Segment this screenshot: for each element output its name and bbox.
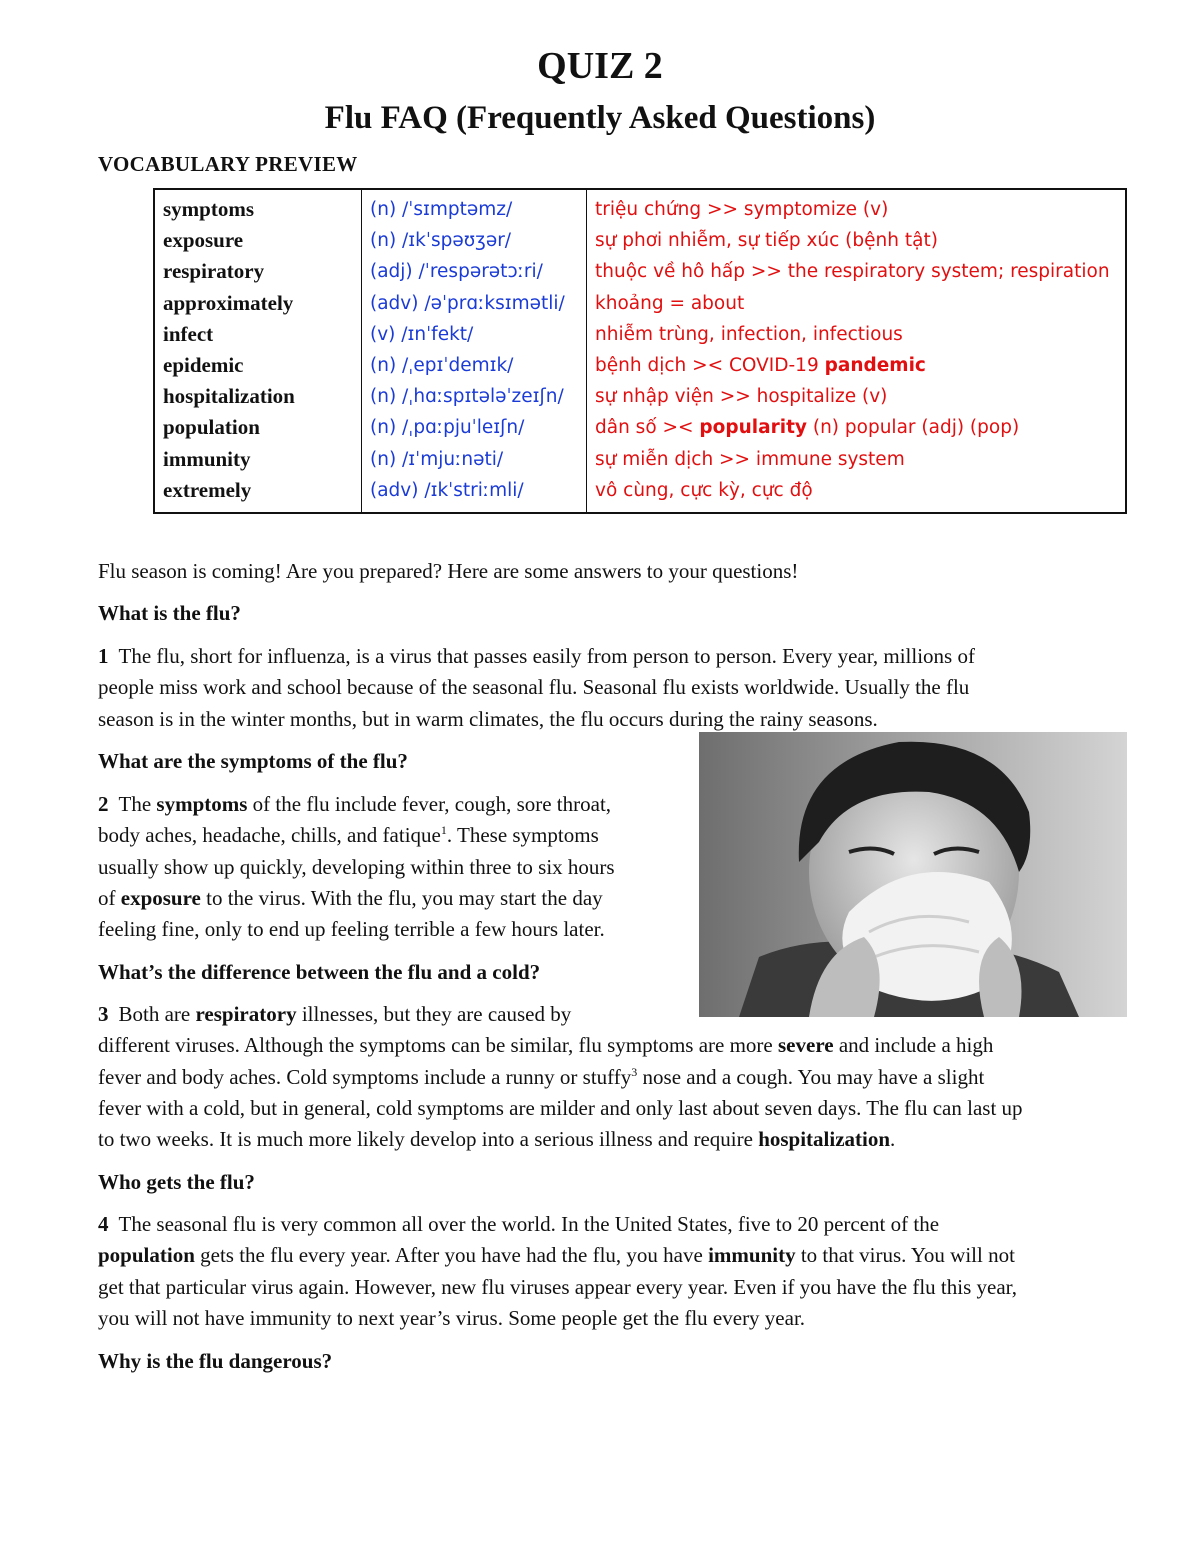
vocab-word: infect <box>163 321 214 346</box>
vocab-phonetic: (n) /ˌpɑːpjuˈleɪʃn/ <box>370 417 525 439</box>
vocab-word: approximately <box>163 290 294 315</box>
vocab-word: symptoms <box>163 197 255 221</box>
text-run: fever and body aches. Cold symptoms include a runny or stuffy <box>98 1064 632 1089</box>
vocab-highlight: respiratory <box>195 1002 297 1026</box>
question-heading: Who gets the flu? <box>98 1170 255 1194</box>
paragraph-3 <box>98 999 1138 1155</box>
vocab-meaning: nhiễm trùng, infection, infectious <box>595 323 903 345</box>
text-run: fever with a cold, but in general, cold symptoms are milder and only last about seven days. The flu can last up <box>98 1095 1023 1120</box>
paragraph-4 <box>98 1209 1138 1334</box>
vocab-highlight: symptoms <box>156 792 248 816</box>
vocab-phonetic: (n) /ˌepɪˈdemɪk/ <box>370 355 514 377</box>
question-heading: What’s the difference between the flu and a cold? <box>98 960 541 984</box>
vocab-highlight: immunity <box>708 1243 796 1268</box>
text-run: The <box>118 792 157 816</box>
footnote-marker: 3 <box>631 1064 638 1079</box>
vocab-word: respiratory <box>163 259 265 284</box>
text-run: The seasonal flu is very common all over the world. In the United States, five to 20 percent of the <box>118 1212 940 1236</box>
vocab-highlight: exposure <box>120 885 201 910</box>
paragraph-number: 2 <box>98 792 109 816</box>
vocab-meaning: thuộc về hô hấp >> the respiratory system; respiration <box>595 261 1110 283</box>
question-heading: What are the symptoms of the flu? <box>98 749 408 773</box>
vocab-word: immunity <box>163 446 251 471</box>
intro-text: Flu season is coming! Are you prepared? Here are some answers to your questions! <box>98 559 799 583</box>
vocab-phonetic: (adv) /ɪkˈstriːmli/ <box>370 479 524 501</box>
vocab-word: epidemic <box>163 353 244 378</box>
text-run: feeling fine, only to end up feeling terrible a few hours later. <box>98 917 605 942</box>
text-run: . These symptoms <box>446 823 599 848</box>
vocab-meaning-bold: pandemic <box>824 355 926 377</box>
paragraph-1 <box>98 641 1108 735</box>
vocab-meaning: khoảng = about <box>595 292 745 314</box>
text-run: of the flu include fever, cough, sore throat, <box>247 792 612 816</box>
vocab-phonetic: (n) /ɪkˈspəʊʒər/ <box>370 230 512 252</box>
text-run: to the virus. With the flu, you may start the day <box>200 885 603 910</box>
paragraph-line: people miss work and school because of the seasonal flu. Seasonal flu exists worldwide. Usually the flu <box>98 675 970 700</box>
photo-illustration <box>699 732 1127 1017</box>
paragraph-number: 1 <box>98 644 109 668</box>
text-run: usually show up quickly, developing within three to six hours <box>98 854 615 879</box>
vocab-phonetics-column <box>362 189 587 513</box>
text-run: get that particular virus again. However, new flu viruses appear every year. Even if you have the flu this year, <box>98 1274 1018 1299</box>
vocab-phonetic: (adj) /ˈrespərətɔːri/ <box>370 261 543 283</box>
vocabulary-heading: VOCABULARY PREVIEW <box>98 152 358 176</box>
question-heading: What is the flu? <box>98 601 241 625</box>
vocab-meaning-bold: popularity <box>699 417 807 439</box>
paragraph-2 <box>98 789 688 945</box>
paragraph-number: 3 <box>98 1002 109 1026</box>
vocab-meaning <box>595 412 1117 443</box>
text-run: different viruses. Although the symptoms can be similar, flu symptoms are more <box>98 1033 778 1058</box>
text-run: . <box>890 1127 896 1152</box>
vocab-highlight: severe <box>778 1033 834 1058</box>
footnote-marker: 1 <box>440 823 447 838</box>
text-run: of <box>98 885 121 910</box>
text-run: illnesses, but they are caused by <box>296 1002 572 1026</box>
text-run: to that virus. You will not <box>795 1243 1015 1268</box>
vocab-word: population <box>163 415 260 440</box>
quiz-title: QUIZ 2 <box>537 45 663 87</box>
paragraph-line: season is in the winter months, but in warm climates, the flu occurs during the rainy seasons. <box>98 706 878 731</box>
vocab-meanings-column <box>587 189 1127 513</box>
text-run: and include a high <box>833 1033 994 1058</box>
vocab-word: hospitalization <box>163 384 295 409</box>
vocab-meaning: vô cùng, cực kỳ, cực độ <box>595 479 813 501</box>
paragraph-number: 4 <box>98 1212 109 1236</box>
vocab-meaning-text: dân số >< <box>595 417 694 439</box>
text-run: body aches, headache, chills, and fatique <box>98 823 441 848</box>
vocab-meaning: triệu chứng >> symptomize (v) <box>595 199 889 220</box>
vocab-words-column <box>154 189 362 513</box>
text-run: to two weeks. It is much more likely develop into a serious illness and require <box>98 1127 759 1152</box>
text-run: you will not have immunity to next year’s virus. Some people get the flu every year. <box>98 1305 806 1330</box>
text-run: Both are <box>118 1002 196 1026</box>
vocab-meaning: sự phơi nhiễm, sự tiếp xúc (bệnh tật) <box>595 230 938 252</box>
paragraph-line: The flu, short for influenza, is a virus that passes easily from person to person. Every year, millions of <box>118 644 975 668</box>
vocab-meaning: sự nhập viện >> hospitalize (v) <box>595 386 888 408</box>
vocab-meaning: sự miễn dịch >> immune system <box>595 448 905 470</box>
vocab-phonetic: (adv) /əˈprɑːksɪmətli/ <box>370 292 565 314</box>
text-run: gets the flu every year. After you have had the flu, you have <box>194 1243 709 1268</box>
page-subtitle: Flu FAQ (Frequently Asked Questions) <box>324 100 876 136</box>
vocab-meaning <box>595 350 1117 381</box>
text-run: nose and a cough. You may have a slight <box>637 1064 985 1089</box>
vocab-phonetic: (n) /ˌhɑːspɪtələˈzeɪʃn/ <box>370 386 564 408</box>
vocabulary-table <box>153 188 1127 514</box>
vocab-highlight: hospitalization <box>758 1127 891 1152</box>
vocab-highlight: population <box>98 1243 195 1268</box>
vocab-meaning-text: bệnh dịch >< COVID-19 <box>595 355 819 377</box>
vocab-phonetic: (v) /ɪnˈfekt/ <box>370 323 474 345</box>
vocab-phonetic: (n) /ɪˈmjuːnəti/ <box>370 448 504 470</box>
child-sneezing-photo <box>699 732 1127 1017</box>
vocab-meaning-tail: (n) popular (adj) (pop) <box>806 417 1020 439</box>
question-heading: Why is the flu dangerous? <box>98 1349 333 1373</box>
vocab-word: exposure <box>163 228 244 253</box>
vocab-word: extremely <box>163 477 252 502</box>
vocab-phonetic: (n) /ˈsɪmptəmz/ <box>370 199 513 220</box>
